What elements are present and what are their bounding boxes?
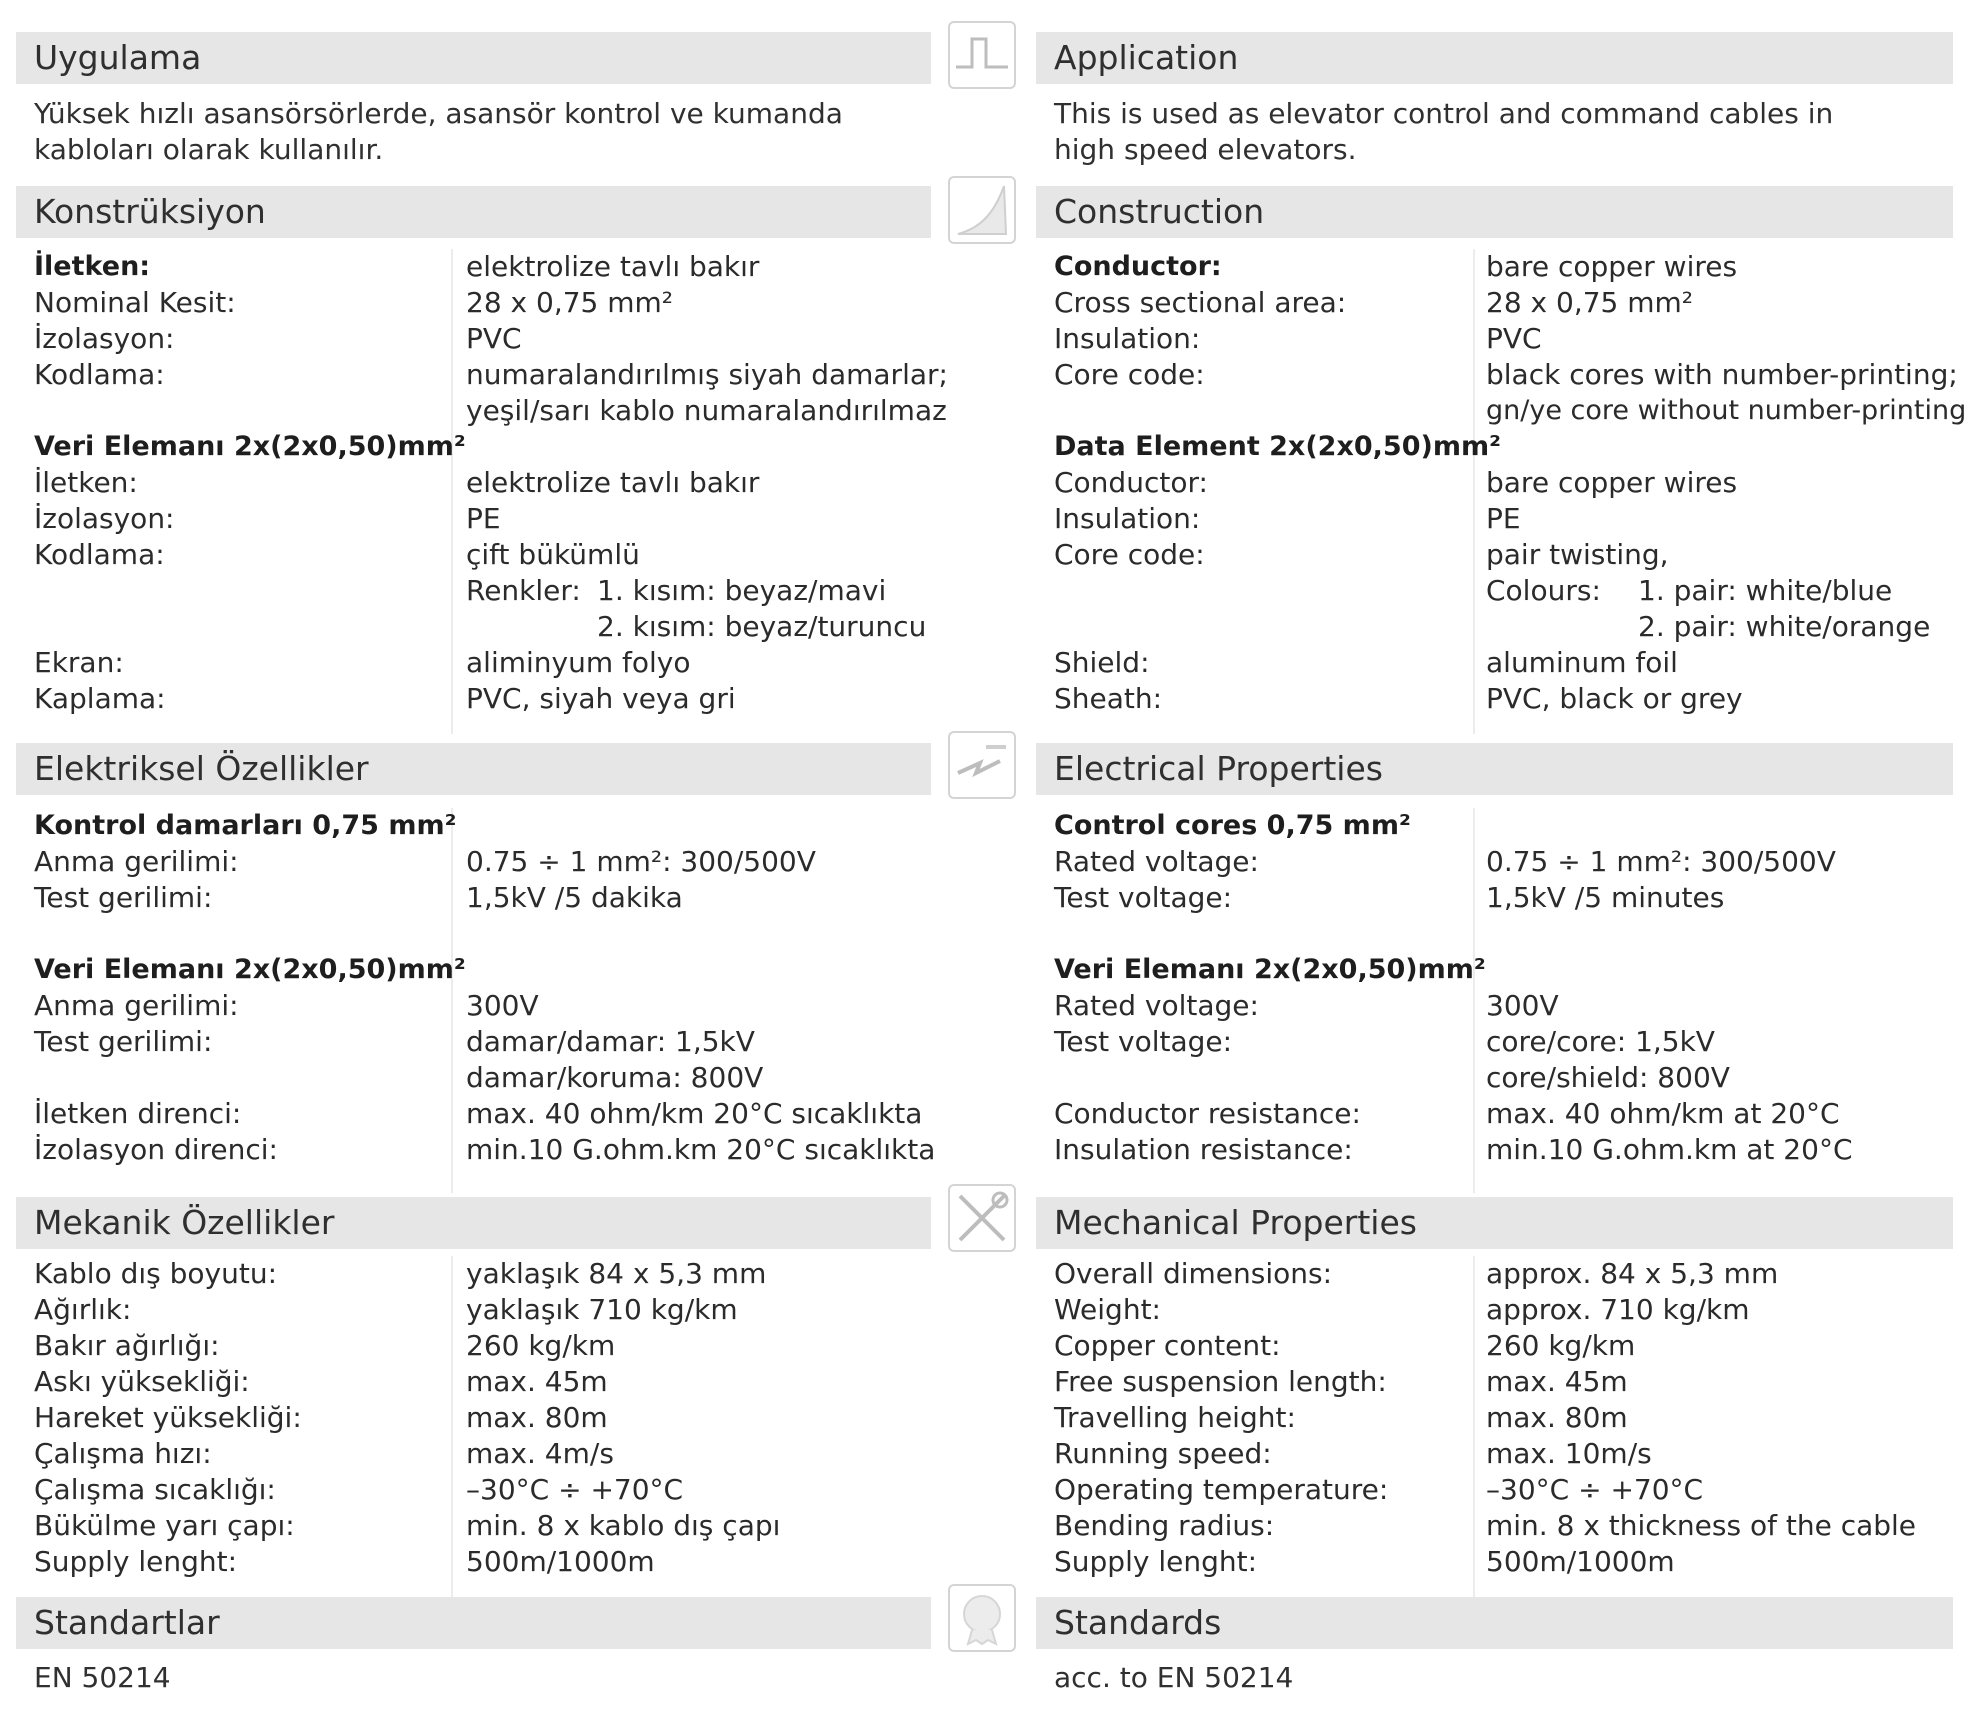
spec-row: Shield: aluminum foil (1054, 646, 1678, 679)
spec-row: Anma gerilimi: 300V (34, 989, 539, 1022)
spec-row: İzolasyon: PE (34, 502, 501, 535)
colour-row: Colours: 1. pair: white/blue (1486, 574, 1893, 607)
en-application-header: Application (1036, 32, 1953, 84)
tr-mechanical-section (16, 1256, 931, 1598)
spec-row: Bending radius: min. 8 x thickness of the cable (1054, 1509, 1917, 1542)
en-construction-section (1036, 249, 1967, 734)
spec-row: Çalışma sıcaklığı: –30°C ÷ +70°C (34, 1473, 684, 1506)
spec-row: core/shield: 800V (1486, 1061, 1730, 1094)
spec-row: yeşil/sarı kablo numaralandırılmaz (466, 394, 947, 427)
spec-row: Copper content: 260 kg/km (1054, 1329, 1636, 1362)
en-mechanical-section (1036, 1256, 1953, 1598)
spec-row: Çalışma hızı: max. 4m/s (34, 1437, 614, 1470)
en-electrical-header: Electrical Properties (1036, 743, 1953, 795)
spec-row: gn/ye core without number-printing (1486, 395, 1967, 426)
spec-row: Ağırlık: yaklaşık 710 kg/km (34, 1293, 738, 1326)
colours-label: Renkler: (466, 574, 581, 607)
spec-row: Test voltage: core/core: 1,5kV (1054, 1025, 1715, 1058)
spec-subheading: Kontrol damarları 0,75 mm² (34, 810, 457, 841)
spec-row: Askı yüksekliği: max. 45m (34, 1365, 608, 1398)
spec-row: Kodlama: çift bükümlü (34, 538, 640, 571)
spec-subheading: Veri Elemanı 2x(2x0,50)mm² (1054, 954, 1486, 985)
colours-label: Colours: (1486, 574, 1601, 607)
standards-icon (948, 1584, 1016, 1652)
spec-row: Test voltage: 1,5kV /5 minutes (1054, 881, 1725, 914)
spec-row: Supply lenght: 500m/1000m (34, 1545, 655, 1578)
spec-row: Nominal Kesit: 28 x 0,75 mm² (34, 286, 674, 319)
spec-row: Insulation: PE (1054, 502, 1521, 535)
spec-row: Sheath: PVC, black or grey (1054, 682, 1743, 715)
spec-row: Supply lenght: 500m/1000m (1054, 1545, 1675, 1578)
spec-row: Conductor: bare copper wires (1054, 250, 1738, 283)
spec-row: Insulation resistance: min.10 G.ohm.km at 20°C (1054, 1133, 1853, 1166)
en-standards-text: acc. to EN 50214 (1054, 1661, 1294, 1694)
en-electrical-section (1036, 808, 1953, 1193)
spec-subheading: Veri Elemanı 2x(2x0,50)mm² (34, 431, 466, 462)
colour-row: 2. kısım: beyaz/turuncu (597, 610, 927, 643)
spec-subheading: Data Element 2x(2x0,50)mm² (1054, 431, 1501, 462)
spec-row: Ekran: aliminyum folyo (34, 646, 691, 679)
tr-application-header: Uygulama (16, 32, 931, 84)
spec-row: Rated voltage: 0.75 ÷ 1 mm²: 300/500V (1054, 845, 1836, 878)
tr-electrical-header: Elektriksel Özellikler (16, 743, 931, 795)
spec-subheading: Control cores 0,75 mm² (1054, 810, 1411, 841)
spec-row: İletken: elektrolize tavlı bakır (34, 466, 760, 499)
spec-row: İzolasyon direnci: min.10 G.ohm.km 20°C sıcaklıkta (34, 1133, 936, 1166)
spec-row: Conductor resistance: max. 40 ohm/km at 20°C (1054, 1097, 1840, 1130)
spec-row: Test gerilimi: damar/damar: 1,5kV (34, 1025, 755, 1058)
spec-row: Running speed: max. 10m/s (1054, 1437, 1652, 1470)
spec-row: Insulation: PVC (1054, 322, 1542, 355)
spec-row: Free suspension length: max. 45m (1054, 1365, 1628, 1398)
en-construction-header: Construction (1036, 186, 1953, 238)
en-standards-header: Standards (1036, 1597, 1953, 1649)
spec-row: Kodlama: numaralandırılmış siyah damarlar; (34, 358, 948, 391)
colour-row: 2. pair: white/orange (1638, 610, 1931, 643)
tr-mechanical-header: Mekanik Özellikler (16, 1197, 931, 1249)
construction-icon (948, 176, 1016, 244)
spec-row: İzolasyon: PVC (34, 322, 522, 355)
spec-row: Bakır ağırlığı: 260 kg/km (34, 1329, 616, 1362)
spec-row: Weight: approx. 710 kg/km (1054, 1293, 1750, 1326)
spec-row: Rated voltage: 300V (1054, 989, 1559, 1022)
spec-row: Cross sectional area: 28 x 0,75 mm² (1054, 286, 1694, 319)
tr-construction-header: Konstrüksiyon (16, 186, 931, 238)
spec-row: Anma gerilimi: 0.75 ÷ 1 mm²: 300/500V (34, 845, 816, 878)
application-icon (948, 21, 1016, 89)
spec-row: İletken: elektrolize tavlı bakır (34, 250, 760, 283)
spec-row: Test gerilimi: 1,5kV /5 dakika (34, 881, 683, 914)
tr-electrical-section (16, 808, 936, 1193)
spec-row: Hareket yüksekliği: max. 80m (34, 1401, 608, 1434)
spec-row: Core code: pair twisting, (1054, 538, 1669, 571)
spec-row: Core code: black cores with number-printing; (1054, 358, 1958, 391)
colour-row: Renkler: 1. kısım: beyaz/mavi (466, 574, 887, 607)
spec-row: Overall dimensions: approx. 84 x 5,3 mm (1054, 1257, 1779, 1290)
spec-row: damar/koruma: 800V (466, 1061, 764, 1094)
tr-standards-header: Standartlar (16, 1597, 931, 1649)
en-mechanical-header: Mechanical Properties (1036, 1197, 1953, 1249)
spec-row: Kaplama: PVC, siyah veya gri (34, 682, 736, 715)
electrical-icon (948, 731, 1016, 799)
spec-row: Bükülme yarı çapı: min. 8 x kablo dış çapı (34, 1509, 781, 1542)
spec-row: Operating temperature: –30°C ÷ +70°C (1054, 1473, 1704, 1506)
spec-row: Kablo dış boyutu: yaklaşık 84 x 5,3 mm (34, 1257, 767, 1290)
tr-application-text: Yüksek hızlı asansörsörlerde, asansör kontrol ve kumanda kabloları olarak kullanılır. (34, 97, 843, 166)
spec-subheading: Veri Elemanı 2x(2x0,50)mm² (34, 954, 466, 985)
spec-row: Travelling height: max. 80m (1054, 1401, 1628, 1434)
spec-row: İletken direnci: max. 40 ohm/km 20°C sıcaklıkta (34, 1097, 923, 1130)
tr-construction-section (16, 249, 948, 734)
spec-row: Conductor: bare copper wires (1054, 466, 1738, 499)
en-application-text: This is used as elevator control and command cables in high speed elevators. (1054, 97, 1834, 166)
mechanical-icon (948, 1184, 1016, 1252)
tr-standards-text: EN 50214 (34, 1661, 171, 1694)
